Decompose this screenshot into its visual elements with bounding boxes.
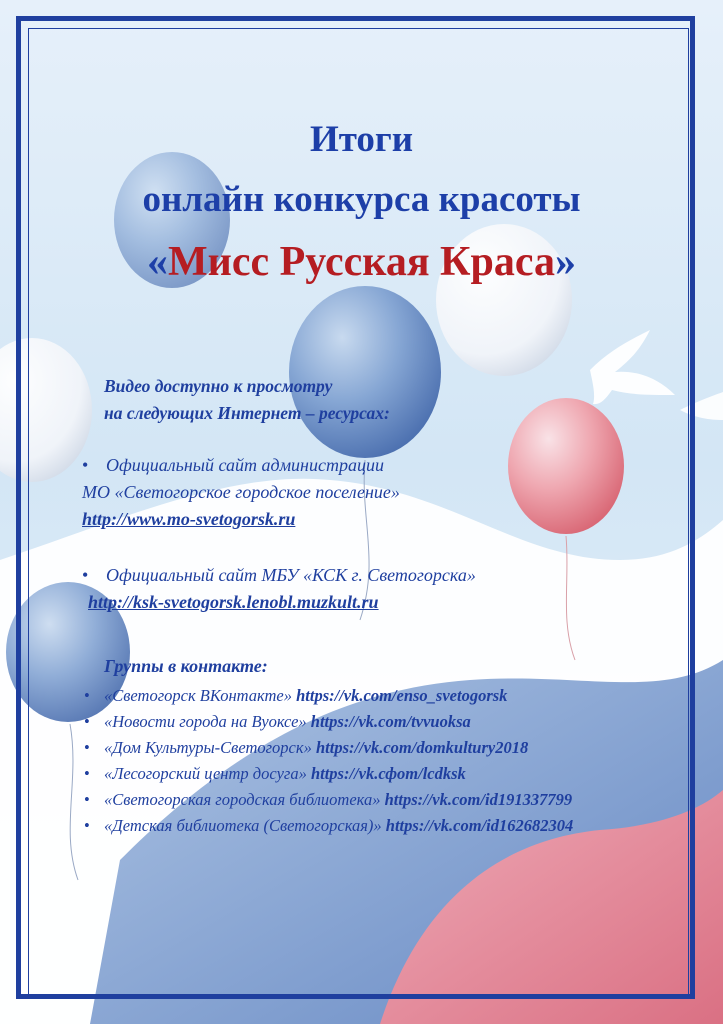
title-quote-open: « (146, 239, 168, 285)
group-link[interactable]: https://vk.com/tvvuoksa (310, 712, 471, 731)
group-item (84, 712, 471, 732)
group-item (84, 764, 466, 784)
contest-name: Мисс Русская Краса (167, 239, 556, 285)
bullet-icon: • (84, 764, 90, 783)
title-line-1: Итоги (309, 119, 414, 160)
group-name: «Детская библиотека (Светогорская)» (104, 816, 382, 835)
group-name: «Светогорская городская библиотека» (104, 790, 381, 809)
group-item (84, 816, 573, 836)
resource-2-text1: Официальный сайт МБУ «КСК г. Светогорска» (106, 565, 476, 585)
group-link[interactable]: https://vk.com/domkultury2018 (315, 738, 529, 757)
bullet-icon: • (84, 738, 90, 757)
intro-line-1: Видео доступно к просмотру (104, 376, 333, 396)
groups-heading: Группы в контакте: (104, 656, 268, 676)
bullet-icon: • (84, 790, 90, 809)
title-quote-close: » (555, 239, 577, 285)
resource-1-title (82, 455, 384, 476)
resource-2-link[interactable]: http://ksk-svetogorsk.lenobl.muzkult.ru (88, 592, 379, 612)
group-item (84, 738, 528, 758)
title-line-2: онлайн конкурса красоты (142, 179, 581, 220)
group-link[interactable]: https://vk.com/id162682304 (385, 816, 574, 835)
intro-line-2: на следующих Интернет – ресурсах: (104, 403, 390, 423)
bullet-icon: • (84, 686, 90, 705)
resource-2-title (82, 565, 476, 586)
resource-1-text2: МО «Светогорское городское поселение» (82, 482, 400, 502)
bullet-icon: • (82, 455, 89, 475)
bullet-icon: • (84, 816, 90, 835)
resource-1-link[interactable]: http://www.mo-svetogorsk.ru (82, 509, 296, 529)
group-item (84, 790, 572, 810)
group-link[interactable]: https://vk.com/enso_svetogorsk (296, 686, 508, 705)
title-line-3 (0, 238, 723, 286)
group-name: «Лесогорский центр досуга» (104, 764, 307, 783)
group-item (84, 686, 507, 706)
group-link[interactable]: https://vk.com/id191337799 (384, 790, 573, 809)
bullet-icon: • (82, 565, 89, 585)
group-name: «Новости города на Вуоксе» (104, 712, 307, 731)
group-name: «Дом Культуры-Светогорск» (104, 738, 312, 757)
group-name: «Светогорск ВКонтакте» (104, 686, 292, 705)
resource-1-text1: Официальный сайт администрации (106, 455, 384, 475)
bullet-icon: • (84, 712, 90, 731)
group-link[interactable]: https://vk.сфот/lcdksk (310, 764, 466, 783)
